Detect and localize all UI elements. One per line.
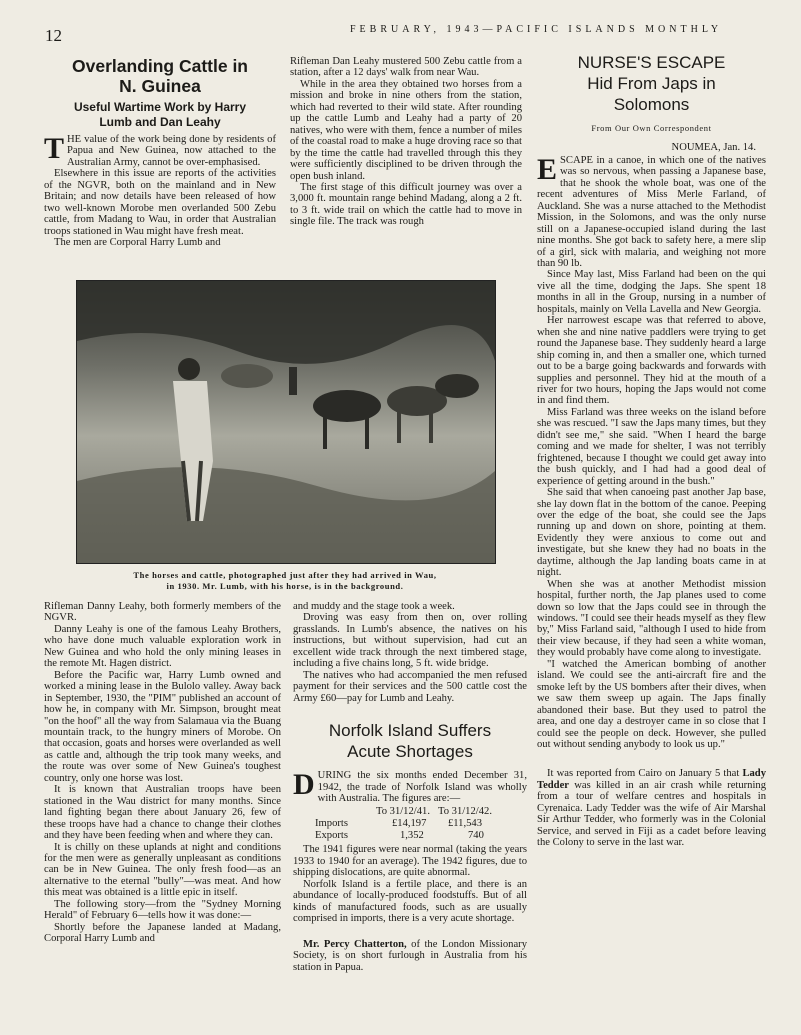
tedder-text-after: was killed in an air crash while returning from a tour of welfare centres and hospitals in Cyrenaica. Lady Tedder was the wife of Air Marshal Sir Arthur Tedder, who formerly was in the Colonial Service, and served in Fiji as a cadet before leaving the Colony to serve in the last war. [537,779,766,849]
table-cell: 1,352 [399,830,424,842]
nurse-lead-text: SCAPE in a canoe, in which one of the natives was so nervous, when passing a Japanese base, that he shook the whole boat, was one of the recent adventures of Miss Merle Farland, of Auckland. She was a nurse attached to the Methodist Mission, in the Solomons, and was the only nurse still on a Japanese-occupied island during the last nine months. She got back to safety here, a mere slip of a girl, sick with malaria, and weighing not more than 90 lb. [537,154,766,269]
nurse-para: Her narrowest escape was that referred to above, when she and nine native paddlers were trying to get round the Japanese base. They suddenly heard a large ship coming in, and then a smaller one, which turned out to be a barge going backwards and forwards with supplies and personnel. They hid at the mouth of a river for two hours, hoping the Japs would not come in and find them. [537,315,766,407]
photo-caption [76,570,494,592]
table-cell: Imports [315,818,348,830]
nurse-para: When she was at another Methodist mission hospital, further north, the Jap planes used to come down so low that the Japs could see in through the windows. "I could see their heads myself as they flew by," Miss Farland said, "although I used to hide from their view because, if they had seen a white woman, they would probably have come along to investigate. [537,578,766,659]
chatterton-text: of the London Missionary Society, is on short furlough in Australia from his station in Papua. [293,938,527,973]
norfolk-headline-line1: Norfolk Island Suffers [328,721,492,741]
cattle-para: Elsewhere in this issue are reports of the activities of the NGVR, both on the mainland and in New Britain; and now details have been released of how two well-known Morobe men overlanded 500 Zebu cattle, from Madang to Wau, in order that Australian troops stationed in Wau might have fresh meat. [44,168,276,237]
drop-cap-d: D [293,768,315,802]
cattle-para: The first stage of this difficult journey was over a 3,000 ft. mountain range behind Madang, along a 2 ft. to 3 ft. wide trail on which the cattle had to move in single file. The track was rough [290,181,522,228]
norfolk-para [293,770,527,804]
cattle-para: Droving was easy from then on, over rolling grasslands. In Lumb's absence, the natives on his instructions, but without supervision, had cut an excellent wide track through the next timbered stage, including a five chains long, 5 ft. wide bridge. [293,612,527,670]
cattle-para: Rifleman Danny Leahy, both formerly members of the NGVR. [44,601,281,624]
table-header-row [311,806,496,818]
table-header-cell [311,806,352,818]
page-number: 12 [45,26,62,45]
table-cell: £11,543 [447,818,483,830]
cattle-headline-line1: Overlanding Cattle in [72,56,248,76]
nurse-para: She said that when canoeing past another Jap base, she lay down flat in the bottom of the canoe. Peeping over the edge of the boat, she could see the Japs running up and down on shore, pointing at them. Evidently they were anxious to come out and investigate, but she knew they had no boats in the daytime, although the Jap landing boats came in at night. [537,487,766,579]
norfolk-para: Norfolk Island is a fertile place, and there is an abundance of locally-produced foodstuffs. But of all kinds of manufactured foods, such as are usually comprised in imports, there is a very acute shortage. [293,878,527,925]
nurse-headline-line3: Solomons [613,95,690,114]
norfolk-headline [293,720,527,762]
cattle-subheadline [44,100,276,129]
tedder-note [537,768,766,848]
norfolk-headline-line2: Acute Shortages [347,742,473,762]
nurse-headline-line1: NURSE'S ESCAPE [577,53,726,72]
article-cattle-col2-lower [293,601,527,973]
cattle-para [44,134,276,168]
article-cattle-col1-lower [44,601,281,945]
table-cell: Exports [315,830,348,842]
cattle-para: Rifleman Dan Leahy mustered 500 Zebu cattle from a station, after a 12 days' walk from near Wau. [290,56,522,79]
norfolk-trade-table [311,806,496,842]
cattle-para: Before the Pacific war, Harry Lumb owned and worked a mining lease in the Bulolo valley. Away back in September, 1930, the "PIM" published an account of how he, in company with Mr. Simpson, brought meat "on the hoof" all the way from Salamaua via the Buang mountain track, to the hungry miners of Morobe. On that occasion, goats and horses were overlanded as well as cattle and, although the trip took many weeks, and the route was over some of New Guinea's toughest country, only one horse was lost. [44,669,281,784]
article-cattle-col2 [290,56,522,228]
horses-cattle-illustration [77,281,495,563]
cattle-para: It is chilly on these uplands at night and conditions for the men were as generally unpleasant as conditions can be in New Guinea. The only fresh food—as an alternative to the eternal "bully"—was meat. And how this meat was obtained is a little epic in itself. [44,841,281,899]
nurse-headline [537,52,766,115]
chatterton-note [293,939,527,973]
cattle-subheadline-line1: Useful Wartime Work by Harry [73,100,247,114]
cattle-lead-text: HE value of the work being done by residents of Papua and New Guinea, now attached to the Australian Army, cannot be over-emphasised. [67,134,276,168]
nurse-dateline: NOUMEA, Jan. 14. [671,142,756,154]
tedder-text-before: It was reported from Cairo on January 5 that [547,768,743,780]
drop-cap-t: T [44,132,65,165]
cattle-para: and muddy and the stage took a week. [293,601,455,612]
chatterton-name: Mr. Percy Chatterton, [303,938,407,950]
cattle-para: The men are Corporal Harry Lumb and [54,237,221,249]
cattle-para: While in the area they obtained two horses from a mission and broke in nine others from the station, which had reverted to their wild state. After rounding up the cattle Lumb and Leahy had a party of 20 natives, who were with them, fence a number of miles of the coastal road to make a huge droving race so that by the time the cattle had travelled through this they were sufficiently disciplined to be driven through the open bush inland. [290,78,522,182]
table-row [311,818,496,830]
tedder-name: Lady Tedder [537,768,766,791]
table-header-cell: To 31/12/41. [375,806,430,818]
cattle-subheadline-line2: Lumb and Dan Leahy [99,114,221,129]
nurse-para: Miss Farland was three weeks on the island before she was rescued. "I saw the Japs many times, but they didn't see me," she said. "When I heard the barge coming and we made for shelter, I was not terribly frightened, because I thought we could get away into the bush quickly, and I had had a good deal of experience of getting around in the bush." [537,406,766,487]
norfolk-para: The 1941 figures were near normal (taking the years 1933 to 1940 for an average). The 1942 figures, due to shipping dislocations, are quite abnormal. [293,844,527,879]
cattle-para: It is known that Australian troops have been stationed in the Wau district for many months. Since land fighting began there about January 26, few of these troops have had a chance to change their clothes and they have been feeding when and where they can. [44,784,281,842]
nurse-para: "I watched the American bombing of another island. We could see the anti-aircraft fire and the smoke left by the US bombers after their dives, when we saw them sweep up again. The Japs finally abandoned their base. But they used to patrol the area, and one day a destroyer came in so close that I could see the people on deck. However, she pulled out without sending anybody to look us up." [537,658,766,751]
cattle-headline [44,56,276,96]
cattle-para: Danny Leahy is one of the famous Leahy Brothers, who have done much valuable exploration work in New Guinea and who hold the only mining leases in the remote Mt. Hagen district. [44,623,281,670]
cattle-para: The natives who had accompanied the men refused payment for their services and the 500 cattle cost the Army £60—pay for Lumb and Leahy. [293,669,527,704]
cattle-para: The following story—from the "Sydney Morning Herald" of February 6—tells how it was done:— [44,898,281,922]
table-cell: 740 [467,830,484,842]
nurse-para: Since May last, Miss Farland had been on the qui vive all the time, dodging the Japs. She spent 18 months in all in the Group, nursing in a number of hospitals, mainly on Vella Lavella and New Georgia. [537,269,766,315]
nurse-byline: From Our Own Correspondent [591,123,712,133]
article-nurse-col [537,52,766,849]
nurse-para [537,152,766,270]
article-cattle-col1 [44,56,276,249]
cattle-photo [76,280,496,564]
photo-caption-line1: The horses and cattle, photographed just after they had arrived in Wau, [133,570,437,580]
table-row [311,830,496,842]
norfolk-lead-text: URING the six months ended December 31, 1942, the trade of Norfolk Island was wholly with Australia. The figures are:— [317,770,527,804]
table-header-cell: To 31/12/42. [437,806,492,818]
cattle-headline-line2: N. Guinea [119,76,201,96]
table-cell: £14,197 [391,818,427,830]
nurse-headline-line2: Hid From Japs in [587,74,716,93]
drop-cap-e: E [537,152,558,186]
running-head: FEBRUARY, 1943—PACIFIC ISLANDS MONTHLY [350,24,723,35]
photo-caption-line2: in 1930. Mr. Lumb, with his horse, is in the background. [166,581,404,591]
cattle-para: Shortly before the Japanese landed at Madang, Corporal Harry Lumb and [44,921,281,945]
